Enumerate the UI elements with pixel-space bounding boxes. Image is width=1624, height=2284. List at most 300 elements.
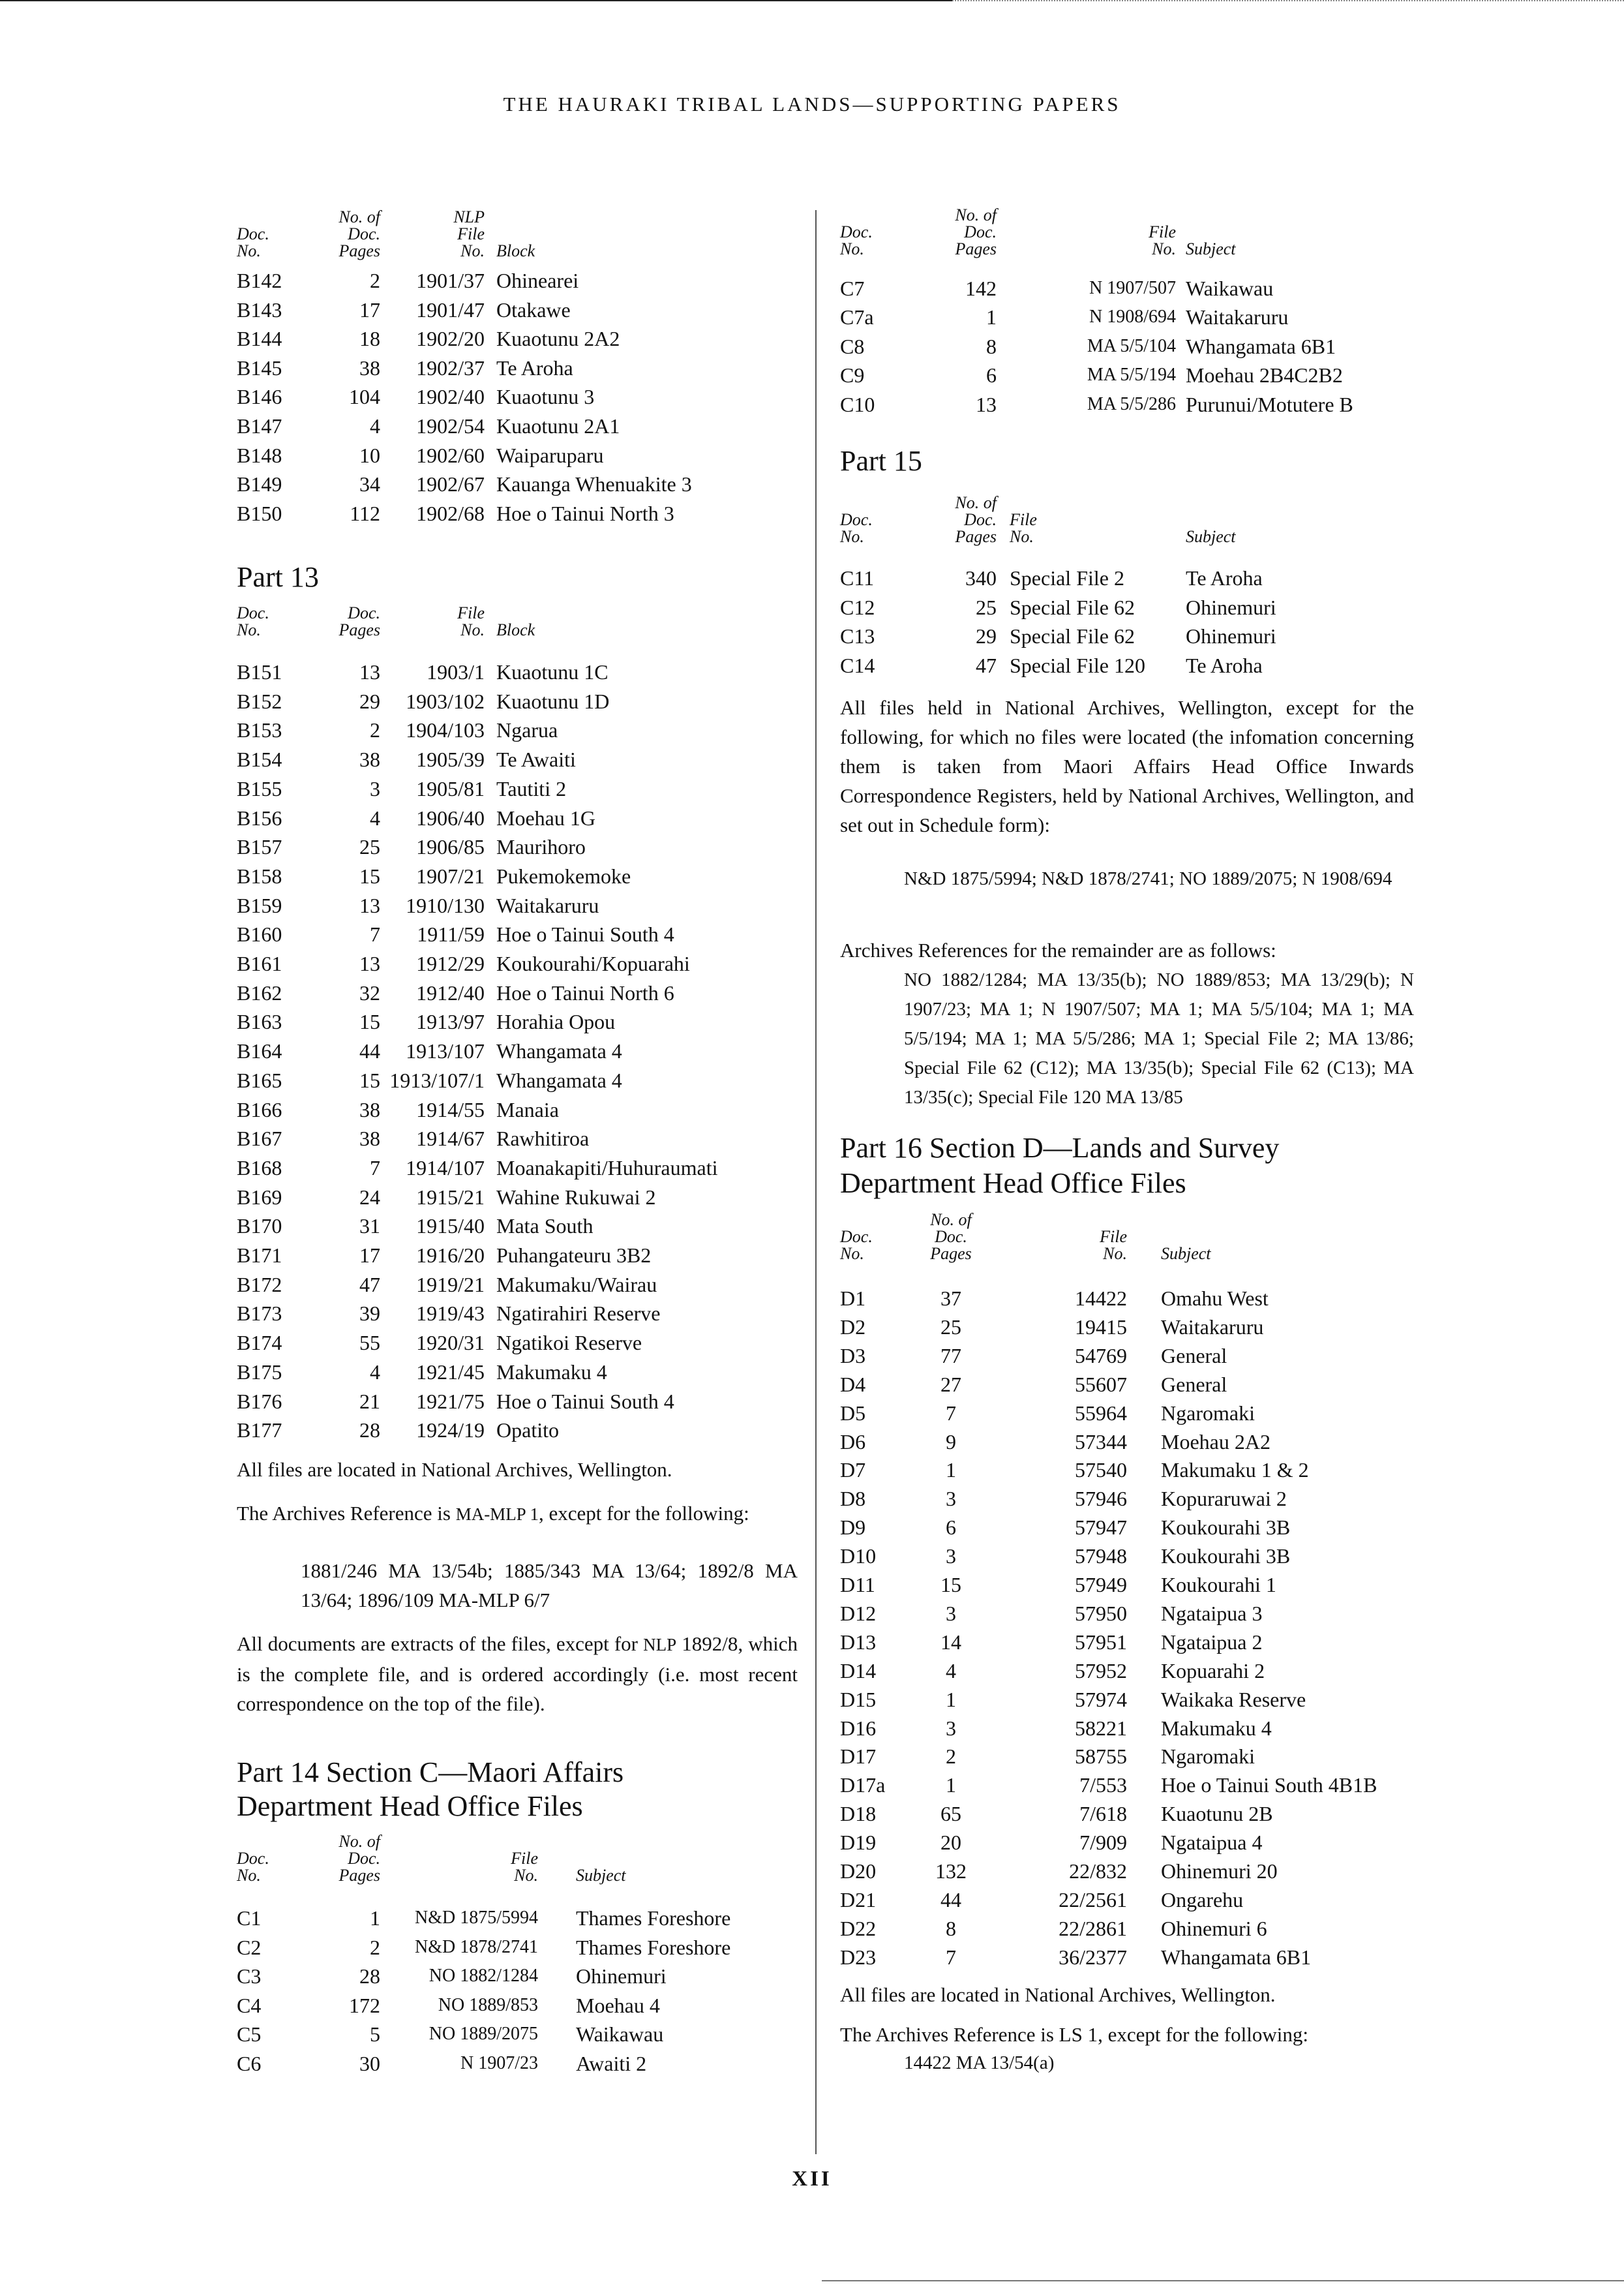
column-header-pages: Pages <box>338 620 380 639</box>
cell-block: Maurihoro <box>496 835 586 859</box>
cell-doc: D17 <box>840 1744 877 1769</box>
column-header-file: No. <box>460 620 485 639</box>
cell-subject: Omahu West <box>1161 1287 1269 1310</box>
cell-pages: 2 <box>370 1935 380 1959</box>
cell-file: 1915/40 <box>416 1214 485 1238</box>
part13-note-4-a: All documents are extracts of the files, except for <box>237 1632 644 1655</box>
column-header-subject: Subject <box>576 1866 626 1885</box>
cell-subject: Waikawau <box>576 2022 664 2047</box>
cell-pages: 27 <box>940 1372 961 1396</box>
cell-pages: 17 <box>359 1243 380 1267</box>
column-header-file: No. <box>1152 239 1176 258</box>
cell-file: 57949 <box>1075 1573 1127 1596</box>
column-header-pages: Doc. <box>935 1227 967 1246</box>
cell-file: 7/553 <box>1079 1773 1127 1797</box>
cell-doc: D21 <box>840 1887 877 1911</box>
cell-file: 54769 <box>1075 1343 1127 1367</box>
cell-subject: General <box>1161 1343 1227 1367</box>
cell-doc: D6 <box>840 1429 866 1454</box>
cell-doc: D4 <box>840 1372 866 1396</box>
cell-subject: Ongarehu <box>1161 1887 1244 1911</box>
cell-block: Moanakapiti/Huhuraumati <box>496 1155 718 1180</box>
cell-doc: B142 <box>237 269 282 292</box>
cell-doc: B145 <box>237 356 282 380</box>
cell-block: Rawhitiroa <box>496 1127 590 1151</box>
cell-block: Whangamata 4 <box>496 1068 622 1092</box>
cell-subject: Purunui/Motutere B <box>1186 392 1353 416</box>
cell-pages: 3 <box>946 1716 956 1740</box>
cell-pages: 29 <box>359 689 380 713</box>
part13-note-2 <box>237 1499 798 1529</box>
cell-subject: Awaiti 2 <box>576 2052 647 2075</box>
cell-pages: 15 <box>940 1573 961 1596</box>
part13-note-2-a: The Archives Reference is <box>237 1502 456 1525</box>
cell-file: 22/2561 <box>1059 1887 1127 1911</box>
cell-block: Ohinearei <box>496 269 579 292</box>
cell-file: 1913/107 <box>406 1039 485 1063</box>
cell-doc: D1 <box>840 1287 866 1310</box>
cell-pages: 7 <box>370 1155 380 1180</box>
column-header-pages: Doc. <box>964 510 997 529</box>
cell-block: Wahine Rukuwai 2 <box>496 1185 656 1209</box>
cell-doc: D18 <box>840 1802 877 1826</box>
cell-doc: B172 <box>237 1272 282 1296</box>
cell-block: Kuaotunu 1C <box>496 660 609 684</box>
cell-pages: 4 <box>370 1360 380 1384</box>
cell-doc: B163 <box>237 1010 282 1034</box>
cell-file: 57950 <box>1075 1601 1127 1625</box>
part13-note-4-c: 1892/8, which is the complete file, and is ordered accordingly (i.e. most recent correspondence on the top of the file). <box>237 1632 798 1715</box>
cell-subject: Waikawau <box>1186 277 1274 300</box>
cell-doc: B173 <box>237 1302 282 1326</box>
cell-subject: Ohinemuri <box>1186 595 1276 619</box>
cell-subject: Moehau 2A2 <box>1161 1429 1271 1454</box>
cell-file: 55964 <box>1075 1401 1127 1425</box>
cell-file: 1902/40 <box>416 385 485 409</box>
cell-file: N 1908/694 <box>1089 307 1176 327</box>
cell-file: 1914/67 <box>416 1127 485 1151</box>
cell-subject: Koukourahi 3B <box>1161 1515 1291 1540</box>
cell-pages: 31 <box>359 1214 380 1238</box>
column-header-pages: No. of <box>930 1210 972 1229</box>
cell-subject: General <box>1161 1372 1227 1396</box>
cell-file: N&D 1875/5994 <box>415 1908 538 1928</box>
column-header-file: File <box>457 603 485 622</box>
cell-subject: Makumaku 4 <box>1161 1716 1272 1740</box>
cell-file: 1902/67 <box>416 472 485 496</box>
cell-block: Kuaotunu 2A1 <box>496 414 620 438</box>
cell-pages: 1 <box>946 1773 956 1797</box>
column-header-file: File <box>1149 222 1176 241</box>
column-header-pages: Pages <box>930 1244 972 1263</box>
cell-pages: 1 <box>946 1458 956 1482</box>
cell-doc: B156 <box>237 806 282 830</box>
cell-pages: 25 <box>940 1315 961 1339</box>
cell-file: 1907/21 <box>416 864 485 888</box>
cell-file: 1921/45 <box>416 1360 485 1384</box>
cell-doc: B160 <box>237 922 282 947</box>
cell-pages: 38 <box>359 748 380 772</box>
column-header-pages: Doc. <box>348 224 380 243</box>
cell-block: Hoe o Tainui South 4 <box>496 922 674 947</box>
cell-doc: C3 <box>237 1964 262 1988</box>
cell-file: 57951 <box>1075 1630 1127 1654</box>
column-header-subject: Subject <box>1186 239 1236 258</box>
column-header-file: No. <box>460 241 485 260</box>
cell-pages: 25 <box>359 835 380 859</box>
cell-subject: Waitakaruru <box>1161 1315 1264 1339</box>
cell-subject: Ngataipua 2 <box>1161 1630 1263 1654</box>
part-13-heading: Part 13 <box>237 561 319 593</box>
cell-doc: B171 <box>237 1243 282 1267</box>
cell-pages: 2 <box>946 1744 956 1769</box>
column-header-doc: No. <box>840 527 864 546</box>
cell-pages: 2 <box>370 269 380 292</box>
part15-note-3: Archives References for the remainder are as follows: <box>840 939 1276 962</box>
running-header: THE HAURAKI TRIBAL LANDS—SUPPORTING PAPERS <box>503 93 1121 115</box>
cell-doc: B158 <box>237 864 282 888</box>
column-header-file: File <box>1100 1227 1127 1246</box>
cell-file: 19415 <box>1075 1315 1127 1339</box>
cell-subject: Te Aroha <box>1186 653 1263 677</box>
cell-file: 57974 <box>1075 1687 1127 1711</box>
cell-file: 1902/54 <box>416 414 485 438</box>
column-header-file: File <box>511 1849 538 1868</box>
top-rule-dotted <box>952 0 1624 1</box>
part13-note-2-ref: MA-MLP 1 <box>455 1504 539 1524</box>
cell-pages: 6 <box>946 1515 956 1540</box>
cell-block: Hoe o Tainui North 3 <box>496 501 674 525</box>
cell-pages: 18 <box>359 327 380 351</box>
cell-doc: D7 <box>840 1458 866 1482</box>
cell-file: 1914/55 <box>416 1097 485 1121</box>
cell-pages: 30 <box>359 2052 380 2075</box>
cell-file: 57946 <box>1075 1487 1127 1511</box>
cell-pages: 15 <box>359 1068 380 1092</box>
cell-pages: 34 <box>359 472 380 496</box>
cell-doc: C5 <box>237 2022 262 2047</box>
cell-doc: B167 <box>237 1127 282 1151</box>
cell-file: MA 5/5/194 <box>1087 365 1176 386</box>
cell-file: Special File 2 <box>1010 566 1124 590</box>
cell-file: 22/2861 <box>1059 1916 1127 1940</box>
cell-pages: 14 <box>940 1630 961 1654</box>
cell-pages: 21 <box>359 1389 380 1413</box>
cell-pages: 15 <box>359 1010 380 1034</box>
part-14-heading-line-2: Department Head Office Files <box>237 1790 583 1822</box>
part-16-heading-line-1: Part 16 Section D—Lands and Survey <box>840 1132 1280 1164</box>
cell-file: 7/618 <box>1079 1802 1127 1826</box>
cell-pages: 4 <box>370 414 380 438</box>
column-header-file: NLP <box>453 207 485 226</box>
cell-file: 58755 <box>1075 1744 1127 1769</box>
part-14-heading-line-1: Part 14 Section C—Maori Affairs <box>237 1756 624 1788</box>
cell-file: 1901/37 <box>416 269 485 292</box>
cell-block: Te Awaiti <box>496 748 576 772</box>
cell-pages: 47 <box>976 653 997 677</box>
cell-pages: 9 <box>946 1429 956 1454</box>
column-header-doc: No. <box>237 1866 261 1885</box>
cell-doc: C8 <box>840 334 865 358</box>
bottom-rule <box>822 2280 1624 2281</box>
cell-file: 1902/68 <box>416 501 485 525</box>
cell-file: N 1907/507 <box>1089 278 1176 298</box>
cell-pages: 65 <box>940 1802 961 1826</box>
cell-pages: 10 <box>359 443 380 467</box>
cell-block: Moehau 1G <box>496 806 595 830</box>
cell-pages: 13 <box>359 660 380 684</box>
cell-file: 55607 <box>1075 1372 1127 1396</box>
cell-doc: B148 <box>237 443 282 467</box>
cell-file: 1920/31 <box>416 1331 485 1355</box>
part15-note-1: All files held in National Archives, Wellington, except for the following, for which no files were located (the infomation concerning them is taken from Maori Affairs Head Office Inwards Correspondence Registers, held by National Archives, Wellington, and set out in Schedule form): <box>840 696 1414 836</box>
cell-subject: Moehau 4 <box>576 1993 660 2017</box>
cell-doc: B146 <box>237 385 282 409</box>
cell-doc: D19 <box>840 1831 877 1855</box>
cell-pages: 8 <box>946 1916 956 1940</box>
cell-subject: Ngaromaki <box>1161 1401 1255 1425</box>
cell-pages: 7 <box>370 922 380 947</box>
column-header-pages: No. of <box>955 493 997 512</box>
column-header-block: Block <box>496 241 535 260</box>
cell-block: Otakawe <box>496 297 571 322</box>
cell-doc: D5 <box>840 1401 866 1425</box>
cell-file: 57540 <box>1075 1458 1127 1482</box>
cell-file: 1901/47 <box>416 297 485 322</box>
cell-doc: C9 <box>840 363 865 388</box>
cell-doc: B151 <box>237 660 282 684</box>
part16-note-3: 14422 MA 13/54(a) <box>904 2052 1055 2073</box>
cell-subject: Kuaotunu 2B <box>1161 1802 1273 1826</box>
part13-note-3: 1881/246 MA 13/54b; 1885/343 MA 13/64; 1892/8 MA 13/64; 1896/109 MA-MLP 6/7 <box>301 1559 798 1611</box>
column-header-pages: Doc. <box>348 603 380 622</box>
cell-pages: 3 <box>946 1487 956 1511</box>
column-header-pages: Pages <box>338 1866 380 1885</box>
cell-subject: Ohinemuri 6 <box>1161 1916 1267 1940</box>
cell-pages: 3 <box>370 776 380 800</box>
column-header-doc: Doc. <box>237 224 269 243</box>
column-header-doc: Doc. <box>840 222 873 241</box>
cell-file: 1912/29 <box>416 952 485 975</box>
cell-subject: Kopuraruwai 2 <box>1161 1487 1287 1511</box>
column-header-subject: Subject <box>1186 527 1236 546</box>
cell-file: MA 5/5/104 <box>1087 335 1176 356</box>
cell-block: Horahia Opou <box>496 1010 616 1034</box>
cell-doc: B164 <box>237 1039 282 1063</box>
cell-file: 1924/19 <box>416 1418 485 1442</box>
cell-pages: 13 <box>359 893 380 917</box>
cell-pages: 340 <box>965 566 997 590</box>
column-header-pages: Pages <box>955 527 997 546</box>
column-header-doc: Doc. <box>237 603 269 622</box>
part13-note-4 <box>237 1629 798 1718</box>
column-header-pages: Doc. <box>348 1849 380 1868</box>
cell-pages: 3 <box>946 1601 956 1625</box>
cell-pages: 3 <box>946 1544 956 1568</box>
cell-file: 7/909 <box>1079 1831 1127 1855</box>
part15-note-2: N&D 1875/5994; N&D 1878/2741; NO 1889/2075; N 1908/694 <box>904 868 1392 889</box>
column-header-doc: No. <box>237 241 261 260</box>
column-header-pages: No. of <box>338 1832 380 1851</box>
cell-file: 1903/1 <box>427 660 485 684</box>
cell-doc: B154 <box>237 748 282 772</box>
cell-block: Ngarua <box>496 718 558 742</box>
cell-subject: Koukourahi 1 <box>1161 1573 1276 1596</box>
cell-doc: B170 <box>237 1214 282 1238</box>
column-header-doc: No. <box>237 620 261 639</box>
cell-file: 1902/37 <box>416 356 485 380</box>
cell-doc: D17a <box>840 1773 886 1797</box>
column-header-doc: Doc. <box>840 510 873 529</box>
cell-doc: B174 <box>237 1331 282 1355</box>
part16-note-2: The Archives Reference is LS 1, except for the following: <box>840 2023 1308 2046</box>
cell-doc: C7 <box>840 277 865 300</box>
cell-file: 1906/85 <box>416 835 485 859</box>
cell-doc: B168 <box>237 1155 282 1180</box>
cell-doc: D3 <box>840 1343 866 1367</box>
column-header-block: Block <box>496 620 535 639</box>
cell-doc: C6 <box>237 2052 262 2075</box>
cell-doc: D9 <box>840 1515 866 1540</box>
cell-block: Hoe o Tainui North 6 <box>496 981 674 1005</box>
cell-subject: Ngataipua 4 <box>1161 1831 1263 1855</box>
cell-file: MA 5/5/286 <box>1087 393 1176 414</box>
top-rule <box>0 0 952 1</box>
cell-block: Koukourahi/Kopuarahi <box>496 952 690 975</box>
cell-pages: 24 <box>359 1185 380 1209</box>
column-header-pages: No. of <box>955 206 997 224</box>
cell-pages: 32 <box>359 981 380 1005</box>
column-header-file: No. <box>1103 1244 1127 1263</box>
cell-pages: 17 <box>359 297 380 322</box>
cell-doc: B153 <box>237 718 282 742</box>
cell-subject: Kopuarahi 2 <box>1161 1658 1265 1683</box>
cell-pages: 55 <box>359 1331 380 1355</box>
cell-subject: Moehau 2B4C2B2 <box>1186 363 1343 388</box>
cell-pages: 28 <box>359 1418 380 1442</box>
cell-doc: D22 <box>840 1916 877 1940</box>
cell-subject: Hoe o Tainui South 4B1B <box>1161 1773 1377 1797</box>
cell-block: Kauanga Whenuakite 3 <box>496 472 692 496</box>
cell-doc: D14 <box>840 1658 877 1683</box>
cell-file: N 1907/23 <box>460 2053 538 2073</box>
cell-pages: 15 <box>359 864 380 888</box>
cell-file: 1903/102 <box>406 689 485 713</box>
cell-subject: Thames Foreshore <box>576 1935 731 1959</box>
part16-note-1: All files are located in National Archives, Wellington. <box>840 1983 1276 2006</box>
part13-note-4-nlp: NLP <box>643 1635 677 1654</box>
column-header-subject: Subject <box>1161 1244 1211 1263</box>
cell-doc: B147 <box>237 414 282 438</box>
cell-file: NO 1882/1284 <box>429 1966 538 1987</box>
cell-doc: B155 <box>237 776 282 800</box>
cell-file: 1919/43 <box>416 1302 485 1326</box>
cell-pages: 44 <box>359 1039 380 1063</box>
cell-doc: B162 <box>237 981 282 1005</box>
cell-block: Ngatikoi Reserve <box>496 1331 642 1355</box>
cell-pages: 132 <box>935 1859 967 1883</box>
cell-subject: Whangamata 6B1 <box>1161 1945 1312 1969</box>
cell-file: Special File 62 <box>1010 624 1135 648</box>
cell-file: 1905/81 <box>416 776 485 800</box>
cell-pages: 4 <box>946 1658 956 1683</box>
cell-pages: 7 <box>946 1401 956 1425</box>
column-header-file: No. <box>514 1866 538 1885</box>
part13-note-1: All files are located in National Archives, Wellington. <box>237 1458 672 1481</box>
cell-block: Waitakaruru <box>496 893 599 917</box>
cell-pages: 1 <box>370 1906 380 1930</box>
cell-file: 1919/21 <box>416 1272 485 1296</box>
cell-pages: 1 <box>986 305 997 329</box>
cell-pages: 39 <box>359 1302 380 1326</box>
cell-pages: 13 <box>359 952 380 975</box>
cell-pages: 47 <box>359 1272 380 1296</box>
cell-doc: B159 <box>237 893 282 917</box>
cell-block: Kuaotunu 2A2 <box>496 327 620 351</box>
cell-doc: C13 <box>840 624 875 648</box>
cell-block: Manaia <box>496 1097 559 1121</box>
cell-doc: B157 <box>237 835 282 859</box>
cell-pages: 28 <box>359 1964 380 1988</box>
cell-file: 1911/59 <box>417 922 485 947</box>
column-divider <box>815 210 817 2154</box>
cell-doc: C14 <box>840 653 875 677</box>
cell-block: Hoe o Tainui South 4 <box>496 1389 674 1413</box>
cell-block: Ngatirahiri Reserve <box>496 1302 661 1326</box>
cell-file: 1914/107 <box>406 1155 485 1180</box>
cell-doc: C2 <box>237 1935 262 1959</box>
cell-pages: 112 <box>350 501 380 525</box>
cell-file: 57947 <box>1075 1515 1127 1540</box>
cell-subject: Waitakaruru <box>1186 305 1289 329</box>
cell-file: 1921/75 <box>416 1389 485 1413</box>
cell-doc: B177 <box>237 1418 282 1442</box>
cell-pages: 2 <box>370 718 380 742</box>
cell-doc: D13 <box>840 1630 877 1654</box>
cell-block: Te Aroha <box>496 356 573 380</box>
cell-doc: B176 <box>237 1389 282 1413</box>
cell-block: Tautiti 2 <box>496 776 567 800</box>
cell-file: 22/832 <box>1069 1859 1127 1883</box>
cell-doc: D16 <box>840 1716 877 1740</box>
cell-file: 1902/60 <box>416 443 485 467</box>
cell-pages: 25 <box>976 595 997 619</box>
cell-pages: 5 <box>370 2022 380 2047</box>
cell-doc: C1 <box>237 1906 262 1930</box>
cell-file: 1915/21 <box>416 1185 485 1209</box>
cell-file: 57948 <box>1075 1544 1127 1568</box>
cell-file: 1916/20 <box>416 1243 485 1267</box>
cell-pages: 1 <box>946 1687 956 1711</box>
column-header-doc: No. <box>840 239 864 258</box>
cell-pages: 7 <box>946 1945 956 1969</box>
cell-subject: Ngaromaki <box>1161 1744 1255 1769</box>
page-number: XII <box>792 2167 832 2191</box>
cell-file: NO 1889/853 <box>438 1994 538 2015</box>
cell-file: 1910/130 <box>406 893 485 917</box>
cell-doc: B165 <box>237 1068 282 1092</box>
cell-doc: B152 <box>237 689 282 713</box>
part-16-heading-line-2: Department Head Office Files <box>840 1167 1186 1199</box>
cell-subject: Ohinemuri 20 <box>1161 1859 1278 1883</box>
cell-block: Waiparuparu <box>496 443 604 467</box>
cell-file: 1913/107/1 <box>389 1068 485 1092</box>
column-header-doc: No. <box>840 1244 864 1263</box>
cell-file: 1902/20 <box>416 327 485 351</box>
column-header-doc: Doc. <box>237 1849 269 1868</box>
cell-block: Makumaku/Wairau <box>496 1272 657 1296</box>
cell-subject: Ngataipua 3 <box>1161 1601 1263 1625</box>
